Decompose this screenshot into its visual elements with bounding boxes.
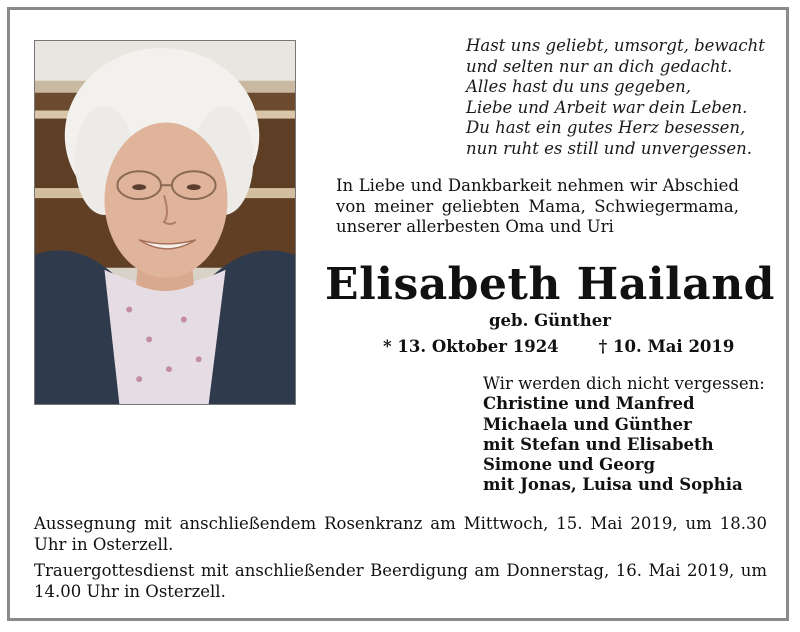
mourner-family: Michaela und Günther: [483, 414, 692, 434]
mourners-heading: Wir werden dich nicht vergessen:: [483, 374, 765, 393]
deceased-name: Elisabeth Hailand: [325, 259, 775, 310]
maiden-name: geb. Günther: [489, 311, 611, 330]
poem-line: nun ruht es still und unvergessen.: [466, 138, 752, 158]
poem-line: und selten nur an dich gedacht.: [466, 56, 733, 76]
portrait-photo: [34, 40, 296, 405]
poem-line: Hast uns geliebt, umsorgt, bewacht: [466, 36, 765, 55]
birth-date: * 13. Oktober 1924: [383, 337, 559, 356]
mourner-family: mit Stefan und Elisabeth: [483, 434, 714, 454]
poem-line: Du hast ein gutes Herz besessen,: [466, 118, 746, 137]
poem-line: Liebe und Arbeit war dein Leben.: [466, 97, 748, 117]
poem-line: Alles hast du uns gegeben,: [466, 77, 692, 96]
life-dates: [383, 337, 783, 356]
blessing-notice: Aussegnung mit anschließendem Rosenkranz am Mittwoch, 15. Mai 2019, um 18.30 Uhr in Osterzell.: [34, 514, 767, 554]
poem: [466, 36, 786, 159]
death-date: † 10. Mai 2019: [598, 337, 735, 356]
mourner-family: Christine und Manfred: [483, 394, 695, 414]
intro-text: In Liebe und Dankbarkeit nehmen wir Abschied von meiner geliebten Mama, Schwiegermama, unserer allerbesten Oma und Uri: [336, 176, 739, 236]
portrait-image: [35, 41, 295, 404]
funeral-notice: Trauergottesdienst mit anschließender Beerdigung am Donnerstag, 16. Mai 2019, um 14.00 Uhr in Osterzell.: [34, 561, 767, 601]
mourner-family: mit Jonas, Luisa und Sophia: [483, 475, 743, 495]
mourner-family: Simone und Georg: [483, 455, 655, 475]
mourners-block: [483, 374, 783, 496]
